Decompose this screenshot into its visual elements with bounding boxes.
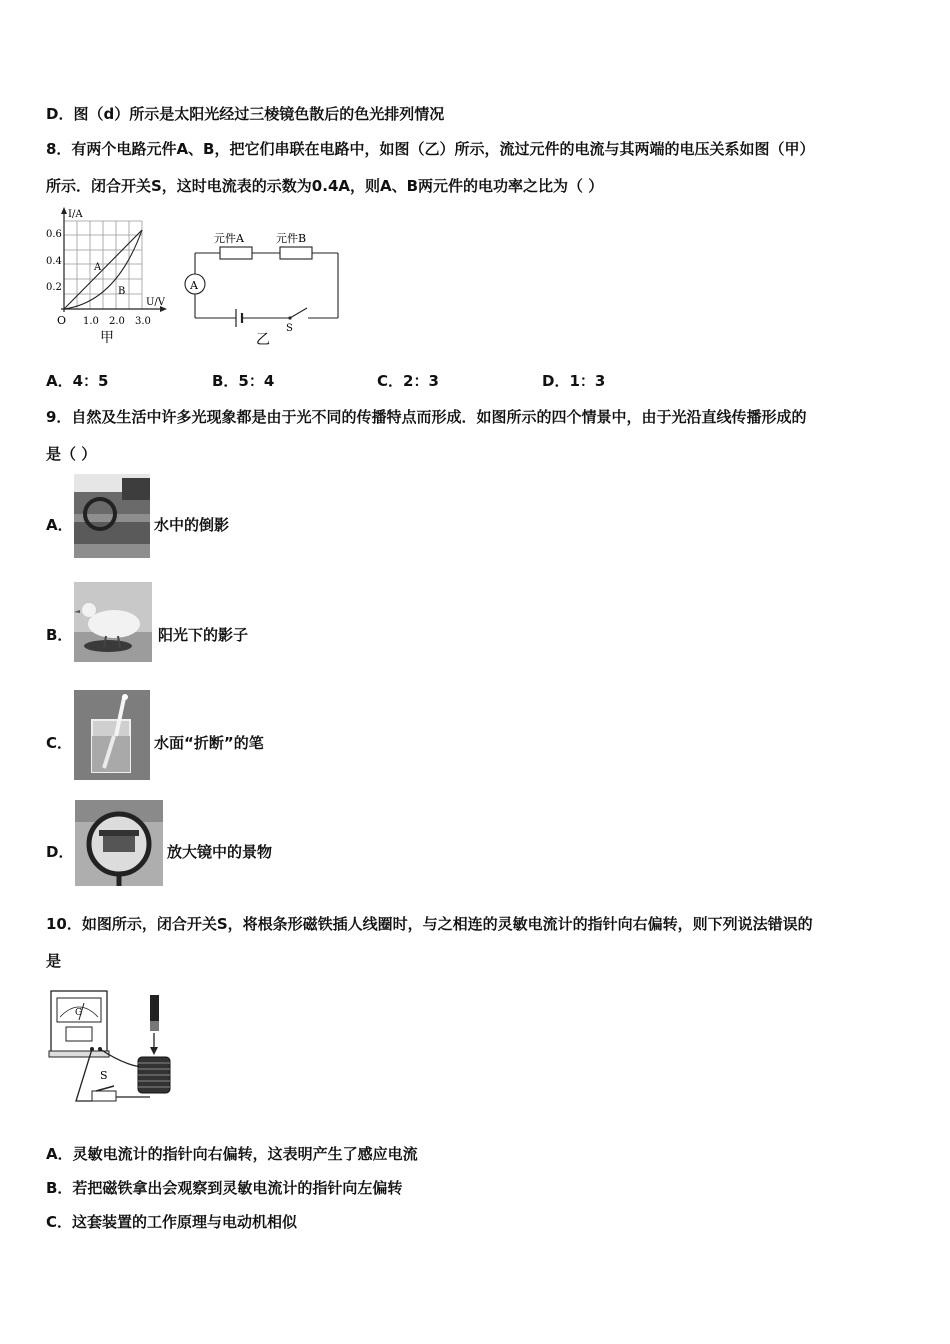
bent-pencil-photo [74, 690, 150, 780]
q9-option-c-text: 水面“折断”的笔 [154, 734, 264, 752]
switch-label: S [100, 1069, 108, 1082]
q10-option-b[interactable]: B．若把磁铁拿出会观察到灵敏电流计的指针向左偏转 [46, 1179, 403, 1197]
graph-x-tick: 2.0 [109, 316, 125, 327]
graph-y-tick: 0.4 [46, 256, 62, 267]
graph-origin: O [57, 314, 67, 327]
q9-option-b[interactable] [46, 582, 346, 662]
q10-option-a[interactable]: A．灵敏电流计的指针向右偏转，这表明产生了感应电流 [46, 1145, 418, 1163]
graph-x-tick: 1.0 [83, 316, 99, 327]
curve-a-label: A [94, 262, 102, 273]
galvanometer-base [49, 1051, 109, 1057]
q8-option-c[interactable]: C．2：3 [377, 372, 439, 390]
q9-option-c-label: C． [46, 734, 73, 752]
curve-b-label: B [118, 286, 126, 297]
switch-label: S [286, 323, 293, 334]
element-b-label: 元件B [276, 232, 307, 245]
q9-option-d-label: D． [46, 843, 74, 861]
q8-iu-graph [44, 204, 174, 346]
q10-stem-line2: 是 [46, 952, 62, 970]
graph-caption: 甲 [100, 330, 114, 346]
graph-x-tick: 3.0 [135, 316, 151, 327]
galvanometer-window [66, 1027, 92, 1041]
q9-option-d[interactable] [46, 800, 366, 886]
graph-x-label: U/V [146, 297, 166, 308]
bar-magnet-tip [150, 1021, 159, 1031]
switch-base [92, 1091, 116, 1101]
element-a-resistor [220, 247, 252, 259]
q9-option-c[interactable] [46, 690, 346, 780]
shadow-photo [74, 582, 152, 662]
q8-stem-line2: 所示．闭合开关S，这时电流表的示数为0.4A，则A、B两元件的电功率之比为（ ） [46, 177, 604, 195]
circuit-wires [195, 253, 338, 318]
q8-option-a[interactable]: A．4：5 [46, 372, 109, 390]
q8-circuit-diagram [180, 226, 345, 348]
q8-options [46, 370, 646, 390]
ammeter-label: A [190, 279, 198, 292]
q9-option-b-text: 阳光下的影子 [158, 626, 249, 644]
q10-stem-line1: 10．如图所示，闭合开关S，将根条形磁铁插人线圈时，与之相连的灵敏电流计的指针向右偏转，则下列说法错误的 [46, 915, 813, 933]
q8-option-d[interactable]: D．1：3 [542, 372, 606, 390]
q10-induction-figure [46, 983, 181, 1111]
switch-blade [96, 1086, 114, 1091]
graph-y-tick: 0.2 [46, 282, 62, 293]
q9-option-a[interactable] [46, 474, 346, 558]
magnifier-photo [75, 800, 163, 886]
graph-y-arrow [61, 207, 67, 214]
graph-y-label: I/A [68, 209, 83, 220]
q7-option-d: D．图（d）所示是太阳光经过三棱镜色散后的色光排列情况 [46, 105, 445, 123]
bar-magnet [150, 995, 159, 1025]
q10-option-c[interactable]: C．这套装置的工作原理与电动机相似 [46, 1213, 298, 1231]
q9-stem-line1: 9．自然及生活中许多光现象都是由于光不同的传播特点而形成．如图所示的四个情景中，由于光沿直线传播形成的 [46, 408, 807, 426]
q9-option-b-label: B． [46, 626, 73, 644]
element-a-label: 元件A [214, 232, 244, 245]
graph-gridlines [64, 221, 142, 309]
circuit-caption: 乙 [256, 332, 270, 348]
galvanometer-label: G [75, 1008, 83, 1018]
q9-stem-line2: 是（ ） [46, 445, 97, 463]
q9-option-a-label: A． [46, 516, 73, 534]
graph-y-tick: 0.6 [46, 229, 62, 240]
motion-arrowhead [150, 1047, 158, 1055]
q9-option-a-text: 水中的倒影 [154, 516, 230, 534]
element-b-resistor [280, 247, 312, 259]
reflection-photo [74, 474, 150, 558]
q9-option-d-text: 放大镜中的景物 [167, 843, 273, 861]
q8-stem-line1: 8．有两个电路元件A、B，把它们串联在电路中，如图（乙）所示，流过元件的电流与其两端的电压关系如图（甲） [46, 140, 815, 158]
switch-lever [290, 308, 307, 318]
q8-option-b[interactable]: B．5：4 [212, 372, 275, 390]
